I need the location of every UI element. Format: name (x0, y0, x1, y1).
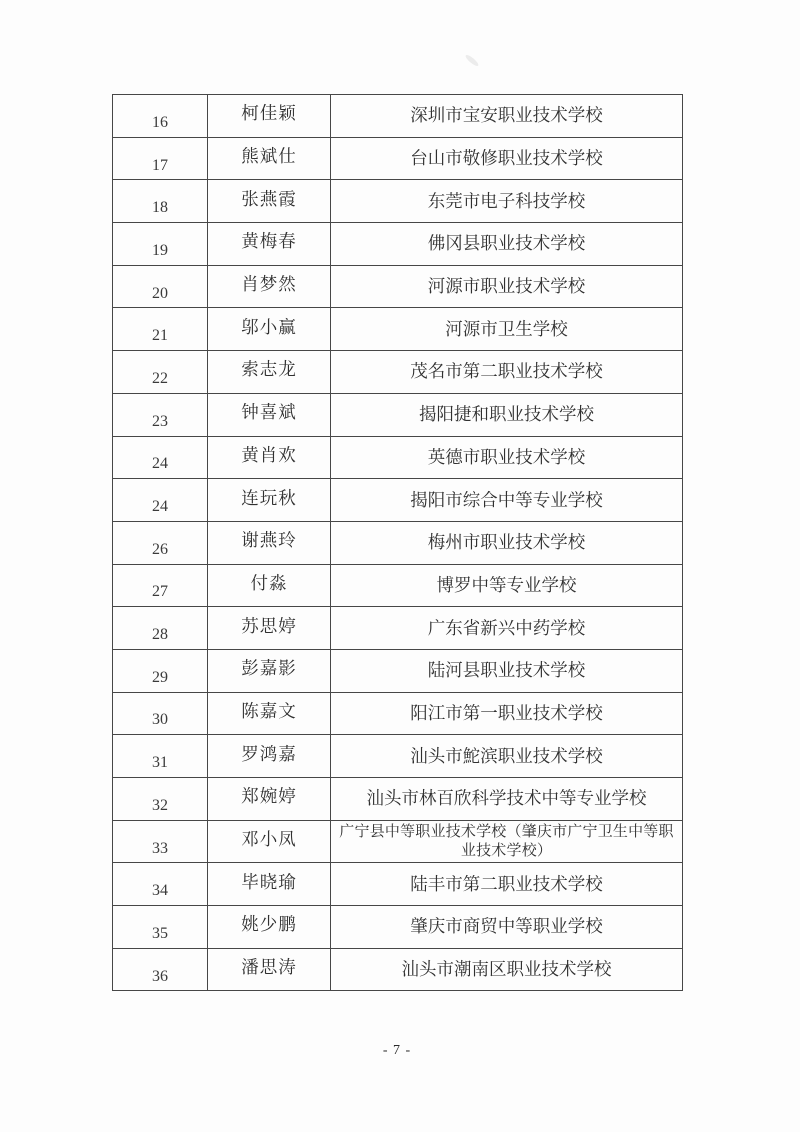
school-name-cell (331, 137, 683, 180)
school-name: 肇庆市商贸中等职业学校 (410, 916, 603, 937)
school-name-cell (331, 393, 683, 436)
student-name: 黄梅春 (241, 231, 297, 252)
student-name-cell (208, 436, 331, 479)
table-row (113, 351, 683, 394)
student-name: 陈嘉文 (241, 700, 297, 721)
school-name: 茂名市第二职业技术学校 (410, 361, 603, 382)
school-name-cell (331, 479, 683, 522)
table-row (113, 906, 683, 949)
row-number: 35 (152, 924, 168, 942)
table-row (113, 521, 683, 564)
row-number-cell (113, 863, 208, 906)
table-row (113, 692, 683, 735)
student-name-cell (208, 223, 331, 266)
page-number: - 7 - (382, 1043, 412, 1058)
school-name: 深圳市宝安职业技术学校 (410, 105, 603, 126)
school-name-cell (331, 223, 683, 266)
student-name-cell (208, 778, 331, 821)
school-name: 台山市敬修职业技术学校 (410, 148, 603, 169)
school-name-cell (331, 863, 683, 906)
student-name-cell (208, 607, 331, 650)
school-name: 佛冈县职业技术学校 (427, 233, 586, 254)
school-name-cell (331, 351, 683, 394)
student-name: 熊斌仕 (241, 146, 297, 167)
school-name: 河源市职业技术学校 (427, 276, 586, 297)
row-number: 24 (152, 498, 168, 516)
school-name-cell (331, 948, 683, 991)
row-number: 17 (152, 156, 168, 174)
row-number-cell (113, 223, 208, 266)
row-number-cell (113, 735, 208, 778)
school-name-cell (331, 607, 683, 650)
student-name-cell (208, 308, 331, 351)
school-name: 广东省新兴中药学校 (427, 617, 586, 638)
school-name-cell (331, 95, 683, 138)
student-name: 黄肖欢 (241, 444, 297, 465)
student-name-cell (208, 692, 331, 735)
student-name-cell (208, 820, 331, 863)
school-name-cell (331, 906, 683, 949)
row-number: 30 (152, 711, 168, 729)
row-number-cell (113, 778, 208, 821)
row-number: 19 (152, 241, 168, 259)
student-name-cell (208, 479, 331, 522)
school-name-cell (331, 778, 683, 821)
school-name: 陆河县职业技术学校 (427, 660, 586, 681)
school-name: 博罗中等专业学校 (436, 574, 577, 595)
student-name: 苏思婷 (241, 615, 297, 636)
row-number-cell (113, 479, 208, 522)
row-number: 21 (152, 327, 168, 345)
table-row (113, 479, 683, 522)
school-name: 汕头市林百欣科学技术中等专业学校 (366, 788, 647, 809)
school-name-cell (331, 649, 683, 692)
student-name-cell (208, 906, 331, 949)
table-row (113, 137, 683, 180)
student-name: 索志龙 (241, 359, 297, 380)
row-number-cell (113, 95, 208, 138)
row-number: 26 (152, 540, 168, 558)
table-row (113, 820, 683, 863)
student-name: 柯佳颖 (241, 103, 297, 124)
row-number-cell (113, 393, 208, 436)
student-name: 连玩秋 (241, 487, 297, 508)
school-name-cell (331, 521, 683, 564)
school-name: 阳江市第一职业技术学校 (410, 702, 603, 723)
student-name-cell (208, 95, 331, 138)
row-number-cell (113, 607, 208, 650)
school-name-cell (331, 820, 683, 863)
student-name: 郑婉婷 (241, 786, 297, 807)
table-row (113, 564, 683, 607)
row-number: 28 (152, 626, 168, 644)
row-number-cell (113, 906, 208, 949)
table-row (113, 735, 683, 778)
table-row (113, 95, 683, 138)
school-name-cell (331, 436, 683, 479)
row-number: 29 (152, 668, 168, 686)
student-name-cell (208, 180, 331, 223)
row-number-cell (113, 692, 208, 735)
student-name: 罗鸿嘉 (241, 743, 297, 764)
row-number-cell (113, 308, 208, 351)
row-number: 16 (152, 113, 168, 131)
school-name: 东莞市电子科技学校 (427, 190, 586, 211)
row-number: 32 (152, 796, 168, 814)
student-name: 姚少鹏 (241, 914, 297, 935)
row-number-cell (113, 948, 208, 991)
table-row (113, 778, 683, 821)
row-number: 23 (152, 412, 168, 430)
school-name: 英德市职业技术学校 (427, 446, 586, 467)
row-number-cell (113, 820, 208, 863)
row-number-cell (113, 564, 208, 607)
table-row (113, 393, 683, 436)
roster-table (112, 94, 683, 991)
student-name: 邬小赢 (241, 316, 297, 337)
school-name: 广宁县中等职业技术学校（肇庆市广宁卫生中等职业技术学校） (339, 823, 674, 859)
table-row (113, 436, 683, 479)
student-name-cell (208, 735, 331, 778)
row-number-cell (113, 521, 208, 564)
student-name-cell (208, 265, 331, 308)
school-name: 梅州市职业技术学校 (427, 532, 586, 553)
student-name-cell (208, 649, 331, 692)
student-name: 肖梦然 (241, 274, 297, 295)
row-number: 31 (152, 754, 168, 772)
row-number: 18 (152, 199, 168, 217)
school-name: 汕头市潮南区职业技术学校 (401, 959, 612, 980)
row-number: 24 (152, 455, 168, 473)
row-number: 20 (152, 284, 168, 302)
student-name-cell (208, 863, 331, 906)
table-row (113, 180, 683, 223)
row-number-cell (113, 436, 208, 479)
school-name: 陆丰市第二职业技术学校 (410, 873, 603, 894)
student-name: 张燕霞 (241, 188, 297, 209)
table-row (113, 265, 683, 308)
student-name: 彭嘉影 (241, 658, 297, 679)
student-name-cell (208, 137, 331, 180)
student-name-cell (208, 351, 331, 394)
school-name: 河源市卫生学校 (445, 318, 568, 339)
student-name: 毕晓瑜 (241, 871, 297, 892)
row-number-cell (113, 351, 208, 394)
school-name: 揭阳市综合中等专业学校 (410, 489, 603, 510)
table-row (113, 863, 683, 906)
student-name: 潘思涛 (241, 957, 297, 978)
row-number-cell (113, 265, 208, 308)
table-row (113, 308, 683, 351)
row-number: 27 (152, 583, 168, 601)
school-name-cell (331, 735, 683, 778)
student-name-cell (208, 564, 331, 607)
row-number: 22 (152, 369, 168, 387)
student-name: 钟喜斌 (241, 402, 297, 423)
student-name: 邓小凤 (241, 829, 297, 850)
scan-smudge (464, 53, 479, 67)
school-name-cell (331, 564, 683, 607)
school-name-cell (331, 308, 683, 351)
school-name-cell (331, 180, 683, 223)
school-name: 汕头市鮀滨职业技术学校 (410, 745, 603, 766)
school-name: 揭阳捷和职业技术学校 (419, 404, 594, 425)
row-number: 34 (152, 882, 168, 900)
row-number-cell (113, 137, 208, 180)
row-number: 33 (152, 839, 168, 857)
student-name: 付淼 (250, 572, 288, 593)
student-name-cell (208, 393, 331, 436)
school-name-cell (331, 265, 683, 308)
student-name-cell (208, 948, 331, 991)
table-row (113, 223, 683, 266)
school-name-cell (331, 692, 683, 735)
table-row (113, 649, 683, 692)
student-name-cell (208, 521, 331, 564)
table-row (113, 607, 683, 650)
student-name: 谢燕玲 (241, 530, 297, 551)
row-number-cell (113, 180, 208, 223)
row-number: 36 (152, 967, 168, 985)
row-number-cell (113, 649, 208, 692)
table-row (113, 948, 683, 991)
